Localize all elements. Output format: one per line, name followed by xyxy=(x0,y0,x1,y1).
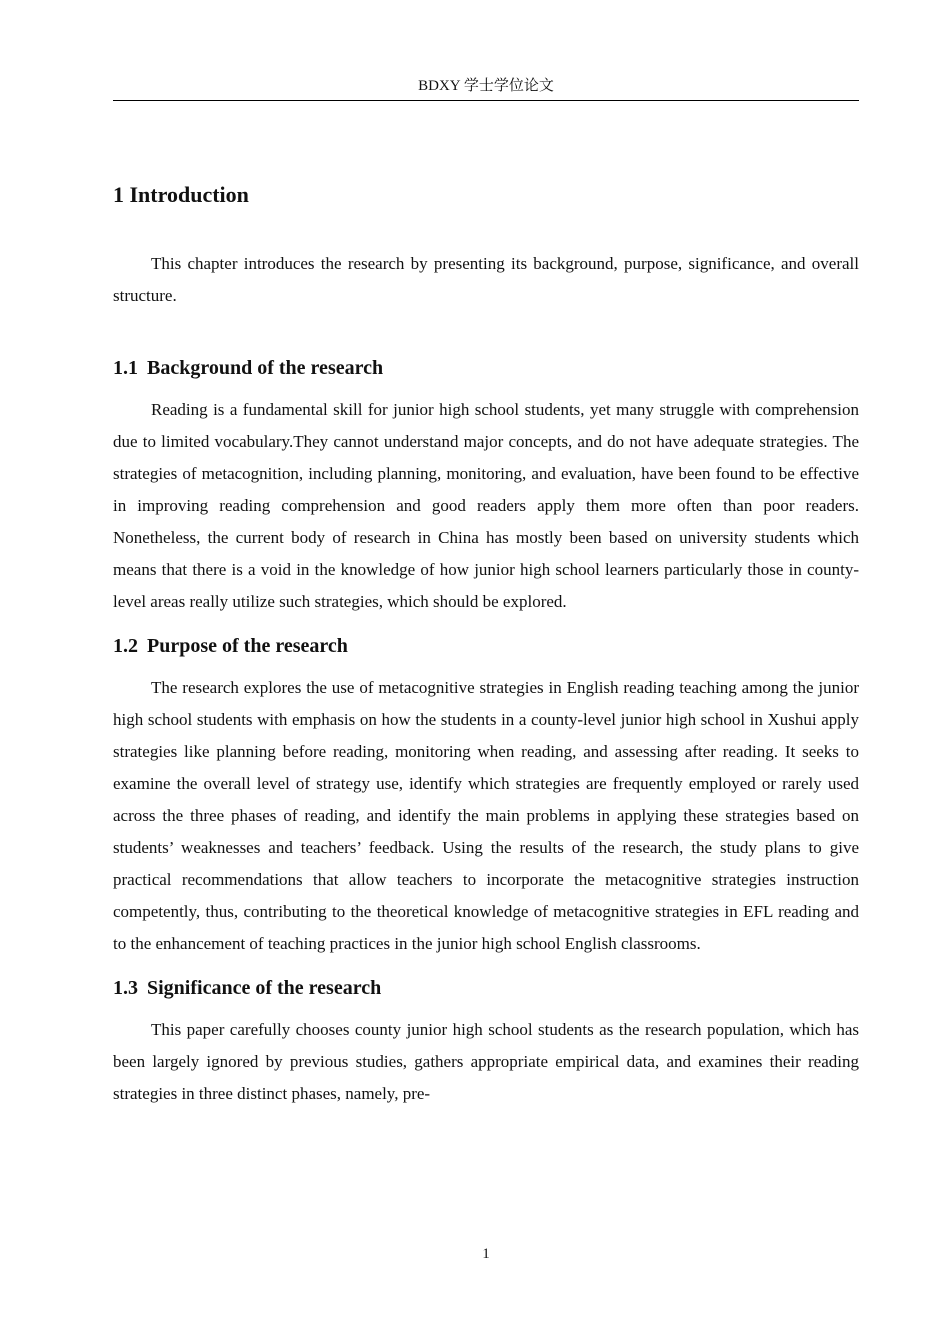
section-title: Significance of the research xyxy=(147,977,382,999)
section-heading xyxy=(113,974,859,1002)
page-number: 1 xyxy=(482,1246,490,1262)
section-number: 1.1 xyxy=(113,357,138,379)
section-paragraph: The research explores the use of metacognitive strategies in English reading teaching among the junior high school students with emphasis on how the students in a county-level junior high school in Xushui apply strategies like planning before reading, monitoring when reading, and assessing after reading. It seeks to examine the overall level of strategy use, identify which strategies are frequently employed or rarely used across the three phases of reading, and identify the main problems in applying these strategies based on students’ weaknesses and teachers’ feedback. Using the results of the research, the study plans to give practical recommendations that allow teachers to incorporate the metacognitive strategies instruction competently, thus, contributing to the theoretical knowledge of metacognitive strategies in EFL reading and to the enhancement of teaching practices in the junior high school English classrooms. xyxy=(113,678,859,953)
section-paragraph: Reading is a fundamental skill for junior high school students, yet many struggle with comprehension due to limited vocabulary.They cannot understand major concepts, and do not have adequate strategies. The strategies of metacognition, including planning, monitoring, and evaluation, have been found to be effective in improving reading comprehension and good readers apply them more often than poor readers. Nonetheless, the current body of research in China has mostly been based on university students which means that there is a void in the knowledge of how junior high school learners particularly those in county-level areas really utilize such strategies, which should be explored. xyxy=(113,400,859,611)
section-significance xyxy=(113,974,859,1110)
chapter-title: 1 Introduction xyxy=(113,182,249,207)
section-heading xyxy=(113,354,859,382)
running-header: BDXY 学士学位论文 xyxy=(418,78,554,94)
header-rule xyxy=(113,100,859,101)
section-background xyxy=(113,354,859,618)
section-title: Purpose of the research xyxy=(147,635,348,657)
intro-paragraph: This chapter introduces the research by presenting its background, purpose, significance, and overall structure. xyxy=(113,254,859,305)
section-title: Background of the research xyxy=(147,357,384,379)
section-paragraph: This paper carefully chooses county junior high school students as the research population, which has been largely ignored by previous studies, gathers appropriate empirical data, and examines their reading strategies in three distinct phases, namely, pre- xyxy=(113,1020,859,1103)
page-content xyxy=(113,180,859,1124)
section-number: 1.3 xyxy=(113,977,138,999)
section-number: 1.2 xyxy=(113,635,138,657)
section-purpose xyxy=(113,632,859,960)
section-heading xyxy=(113,632,859,660)
